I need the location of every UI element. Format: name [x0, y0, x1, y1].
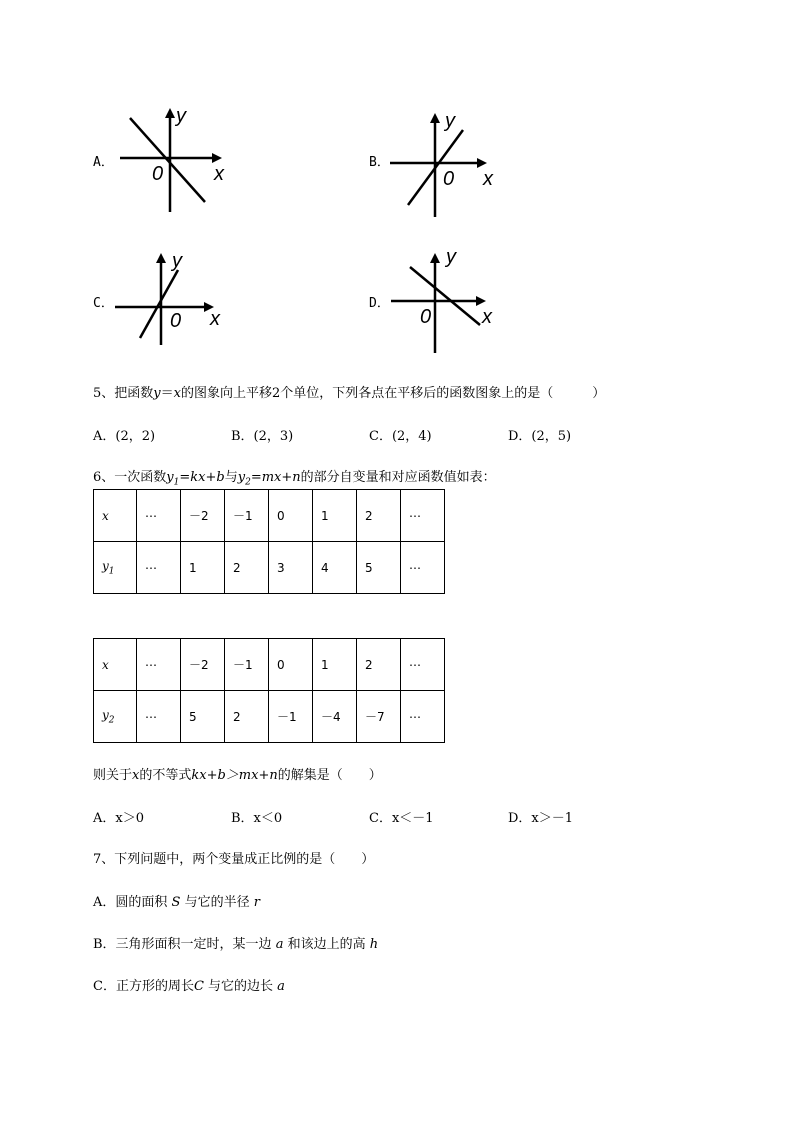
graph-b-origin-label: 0 — [443, 168, 455, 190]
table-cell: 2 — [225, 691, 269, 743]
table-cell: －1 — [225, 639, 269, 691]
table-cell: ⋯ — [137, 639, 181, 691]
graph-d-y-label: y — [446, 246, 456, 268]
q5-option-c: C．(2，4) — [369, 429, 432, 444]
table-cell: 2 — [357, 639, 401, 691]
table-row — [94, 542, 445, 594]
graph-c-x-label: x — [210, 308, 220, 330]
table-cell: 4 — [313, 542, 357, 594]
q6-option-a: A．x＞0 — [93, 811, 144, 826]
graph-c-label: C． — [93, 296, 114, 311]
q6-question: 则关于x的不等式kx+b＞mx+n的解集是（ ） — [93, 768, 382, 783]
table-cell: ⋯ — [401, 490, 445, 542]
table-cell: ⋯ — [137, 542, 181, 594]
q5-stem: 5、把函数y＝x的图象向上平移2个单位，下列各点在平移后的函数图象上的是（ ） — [93, 386, 606, 401]
q6-table-y2 — [93, 638, 445, 743]
graph-b-y-label: y — [445, 110, 455, 132]
table-cell: ⋯ — [137, 490, 181, 542]
q7-option-c: C．正方形的周长C 与它的边长 a — [93, 979, 285, 994]
table-cell: －2 — [181, 639, 225, 691]
graph-b-x-label: x — [483, 168, 493, 190]
graph-d-label: D． — [369, 296, 390, 311]
table-cell: 1 — [313, 639, 357, 691]
table-cell: 0 — [269, 639, 313, 691]
graph-a-y-label: y — [176, 105, 186, 127]
graph-c-y-label: y — [172, 250, 182, 272]
graph-a-label: A． — [93, 155, 114, 170]
table-cell: －7 — [357, 691, 401, 743]
table-cell: ⋯ — [401, 639, 445, 691]
q6-option-c: C．x＜－1 — [369, 811, 434, 826]
table-row — [94, 691, 445, 743]
table-cell: －4 — [313, 691, 357, 743]
table-cell: 5 — [181, 691, 225, 743]
q5-option-d: D．(2，5) — [508, 429, 572, 444]
q6-option-d: D．x＞－1 — [508, 811, 574, 826]
q5-option-a: A．(2，2) — [93, 429, 156, 444]
table-cell: ⋯ — [401, 542, 445, 594]
graph-a-origin-label: 0 — [152, 163, 164, 185]
table-cell: x — [94, 490, 137, 542]
table-cell: －1 — [225, 490, 269, 542]
graph-c-origin-label: 0 — [170, 310, 182, 332]
table-cell: －1 — [269, 691, 313, 743]
table-cell: －2 — [181, 490, 225, 542]
graph-b-label: B． — [369, 155, 390, 170]
table-cell: 3 — [269, 542, 313, 594]
q6-stem: 6、一次函数$y_1=kx+b$与$y_2=mx+n$的部分自变量和对应函数值如表： — [93, 470, 496, 488]
table-cell: ⋯ — [401, 691, 445, 743]
graph-d-origin-label: 0 — [420, 306, 432, 328]
q5-option-b: B．(2，3) — [231, 429, 294, 444]
graph-c — [112, 245, 252, 365]
q7-option-a: A．圆的面积 S 与它的半径 r — [93, 895, 260, 910]
graph-d-x-label: x — [482, 306, 492, 328]
table-cell: 2 — [225, 542, 269, 594]
table-cell: 2 — [357, 490, 401, 542]
table-cell: 0 — [269, 490, 313, 542]
table-cell: 1 — [313, 490, 357, 542]
graph-a — [110, 100, 250, 220]
table-row — [94, 490, 445, 542]
q7-stem: 7、下列问题中，两个变量成正比例的是（ ） — [93, 852, 375, 867]
table-cell: 1 — [181, 542, 225, 594]
table-row — [94, 639, 445, 691]
table-cell: $y_2$ — [94, 691, 137, 743]
graph-a-x-label: x — [214, 163, 224, 185]
graph-d — [388, 245, 528, 365]
table-cell: 5 — [357, 542, 401, 594]
table-cell: x — [94, 639, 137, 691]
q7-option-b: B．三角形面积一定时，某一边 a 和该边上的高 h — [93, 937, 379, 952]
table-cell: $y_1$ — [94, 542, 137, 594]
q6-table-y1 — [93, 489, 445, 594]
q6-option-b: B．x＜0 — [231, 811, 283, 826]
graph-b — [385, 105, 525, 225]
table-cell: ⋯ — [137, 691, 181, 743]
